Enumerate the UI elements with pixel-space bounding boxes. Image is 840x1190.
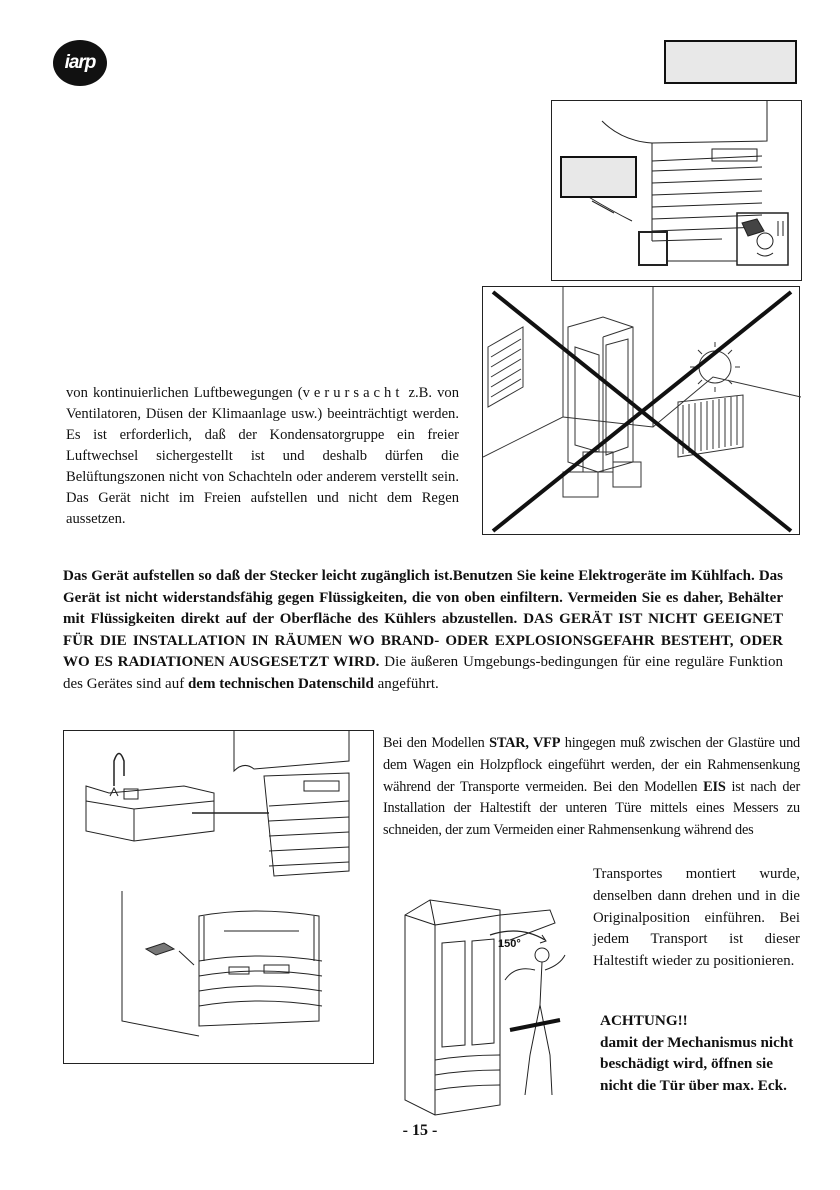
door-opening-drawing bbox=[390, 895, 590, 1120]
installation-bold-1: Das Gerät aufstellen so daß der Stecker leicht zugänglich ist.Benutzen Sie keine Elektrogeräte im Kühlfach. Das Gerät ist nicht widerstandsfähig gegen Flüssigkeiten, die von oben einfiltern. Vermeiden Sie es daher, Behälter mit Flüssigkeiten direkt auf der Oberfläche des Kühlers abzustellen. DAS GERÄT IST NICHT GEEIGNET FÜR DIE INSTALLATION IN RÄUMEN WO BRAND- ODER EXPLOSIONSGEFAHR BESTEHT, ODER WO ES RADIATIONEN AUSGESETZT WIRD. bbox=[63, 568, 783, 670]
models-paragraph-continued: Transportes montiert wurde, denselben dann drehen und in die Originalposition einführen. Bei jedem Transport ist dieser Haltestift wieder zu positionieren. bbox=[593, 866, 800, 970]
figure-leveling-feet bbox=[551, 100, 802, 281]
installation-normal-2: angeführt. bbox=[373, 675, 439, 692]
installation-bold-2: dem technischen Datenschild bbox=[187, 675, 374, 692]
models-text-3: ist nach der Installation der Haltestift der unteren Türe mittels eines Messers zu schneiden, der zum Vermeiden einer Rahmensenkung während des bbox=[383, 778, 800, 839]
ventilation-line1-b: verursacht bbox=[302, 385, 404, 401]
ventilation-paragraph bbox=[66, 383, 459, 530]
models-bold-eis: EIS bbox=[703, 778, 726, 795]
figure-transport-peg bbox=[63, 730, 374, 1064]
door-angle-label: 150° bbox=[498, 938, 521, 950]
warning-title: ACHTUNG!! bbox=[600, 1012, 688, 1029]
figure-label-box bbox=[560, 156, 637, 198]
wrong-placement-drawing bbox=[483, 287, 801, 536]
installation-normal-1: Die äußeren Umgebungs-bedingungen für eine reguläre Funktion des Gerätes sind auf bbox=[63, 654, 783, 692]
installation-paragraph bbox=[63, 566, 783, 695]
warning-block bbox=[600, 1010, 800, 1096]
models-text-2: hingegen muß zwischen der Glastüre und dem Wagen ein Holzpflock eingeführt werden, der ein Rahmensenkung während der Transporte vermeiden. Bei den Modellen bbox=[383, 735, 800, 795]
ventilation-line1-a: von kontinuierlichen Luftbewegungen ( bbox=[66, 385, 303, 401]
warning-text: damit der Mechanismus nicht beschädigt wird, öffnen sie nicht die Tür über max. Eck. bbox=[600, 1033, 794, 1094]
page-number: - 15 - bbox=[402, 1122, 438, 1139]
models-text-1: Bei den Modellen bbox=[383, 735, 490, 751]
section-label-box bbox=[664, 40, 797, 84]
models-paragraph bbox=[383, 733, 800, 842]
iarp-logo: iarp bbox=[53, 40, 107, 86]
figure-wrong-placement bbox=[482, 286, 800, 535]
transport-peg-drawing bbox=[64, 731, 375, 1065]
models-bold-star-vfp: STAR, VFP bbox=[489, 735, 561, 751]
ventilation-rest: z.B. von Ventilatoren, Düsen der Klimaanlage usw.) beeinträchtigt werden. Es ist erforderlich, daß der Kondensatorgruppe ein freier Luftwechsel sichergestellt ist und deshalb dürfen die Belüftungszonen nicht von Schachteln oder anderem verstellt sein. Das Gerät nicht im Freien aufstellen und nicht dem Regen aussetzen. bbox=[66, 385, 459, 527]
